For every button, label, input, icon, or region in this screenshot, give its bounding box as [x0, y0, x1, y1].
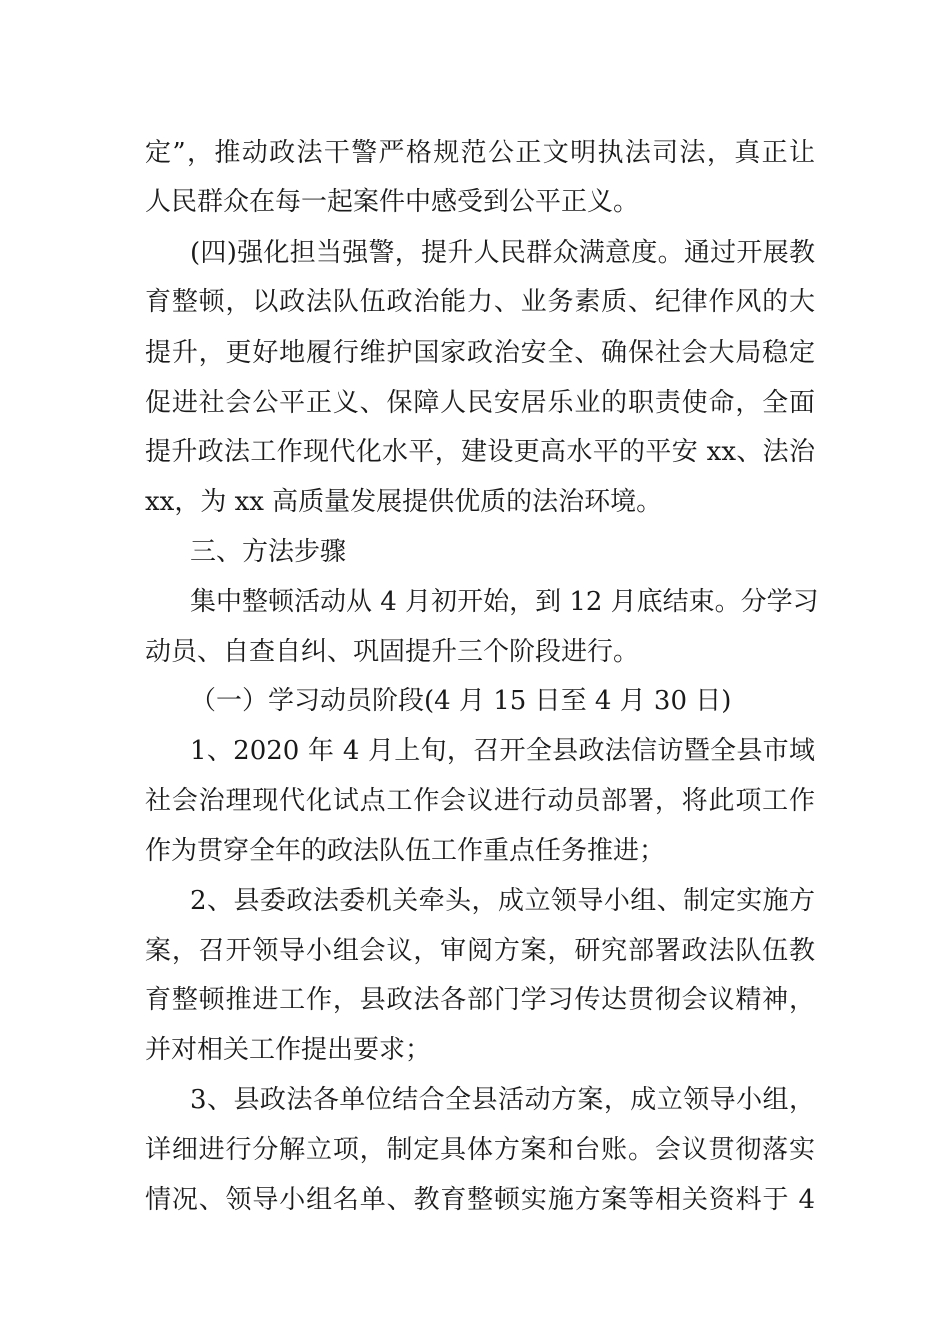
body-line-1: 定”，推动政法干警严格规范公正文明执法司法，真正让	[145, 138, 815, 168]
body-line-4: 育整顿，以政法队伍政治能力、业务素质、纪律作风的大	[145, 287, 815, 317]
body-line-15: 作为贯穿全年的政法队伍工作重点任务推进；	[145, 836, 666, 866]
body-line-20: 3、县政法各单位结合全县活动方案，成立领导小组，	[190, 1085, 815, 1115]
body-line-14: 社会治理现代化试点工作会议进行动员部署，将此项工作	[145, 786, 815, 816]
section-heading: 三、方法步骤	[190, 537, 347, 567]
subsection-heading: （一）学习动员阶段(4 月 15 日至 4 月 30 日)	[190, 686, 732, 716]
body-line-10: 集中整顿活动从 4 月初开始，到 12 月底结束。分学习	[190, 587, 819, 617]
body-line-7: 提升政法工作现代化水平，建设更高水平的平安 xx、法治	[145, 437, 815, 467]
body-line-13: 1、2020 年 4 月上旬，召开全县政法信访暨全县市域	[190, 736, 815, 766]
body-line-22: 情况、领导小组名单、教育整顿实施方案等相关资料于 4	[145, 1185, 815, 1215]
body-line-3: (四)强化担当强警，提升人民群众满意度。通过开展教	[190, 238, 815, 268]
body-line-5: 提升，更好地履行维护国家政治安全、确保社会大局稳定	[145, 338, 815, 368]
body-line-8: xx，为 xx 高质量发展提供优质的法治环境。	[145, 487, 663, 517]
body-line-6: 促进社会公平正义、保障人民安居乐业的职责使命，全面	[145, 388, 815, 418]
body-line-18: 育整顿推进工作，县政法各部门学习传达贯彻会议精神，	[145, 985, 815, 1015]
body-line-17: 案，召开领导小组会议，审阅方案，研究部署政法队伍教	[145, 936, 815, 966]
body-line-2: 人民群众在每一起案件中感受到公平正义。	[145, 187, 640, 217]
body-line-21: 详细进行分解立项，制定具体方案和台账。会议贯彻落实	[145, 1135, 815, 1165]
body-line-16: 2、县委政法委机关牵头，成立领导小组、制定实施方	[190, 886, 815, 916]
body-line-19: 并对相关工作提出要求；	[145, 1035, 432, 1065]
body-line-11: 动员、自查自纠、巩固提升三个阶段进行。	[145, 637, 640, 667]
